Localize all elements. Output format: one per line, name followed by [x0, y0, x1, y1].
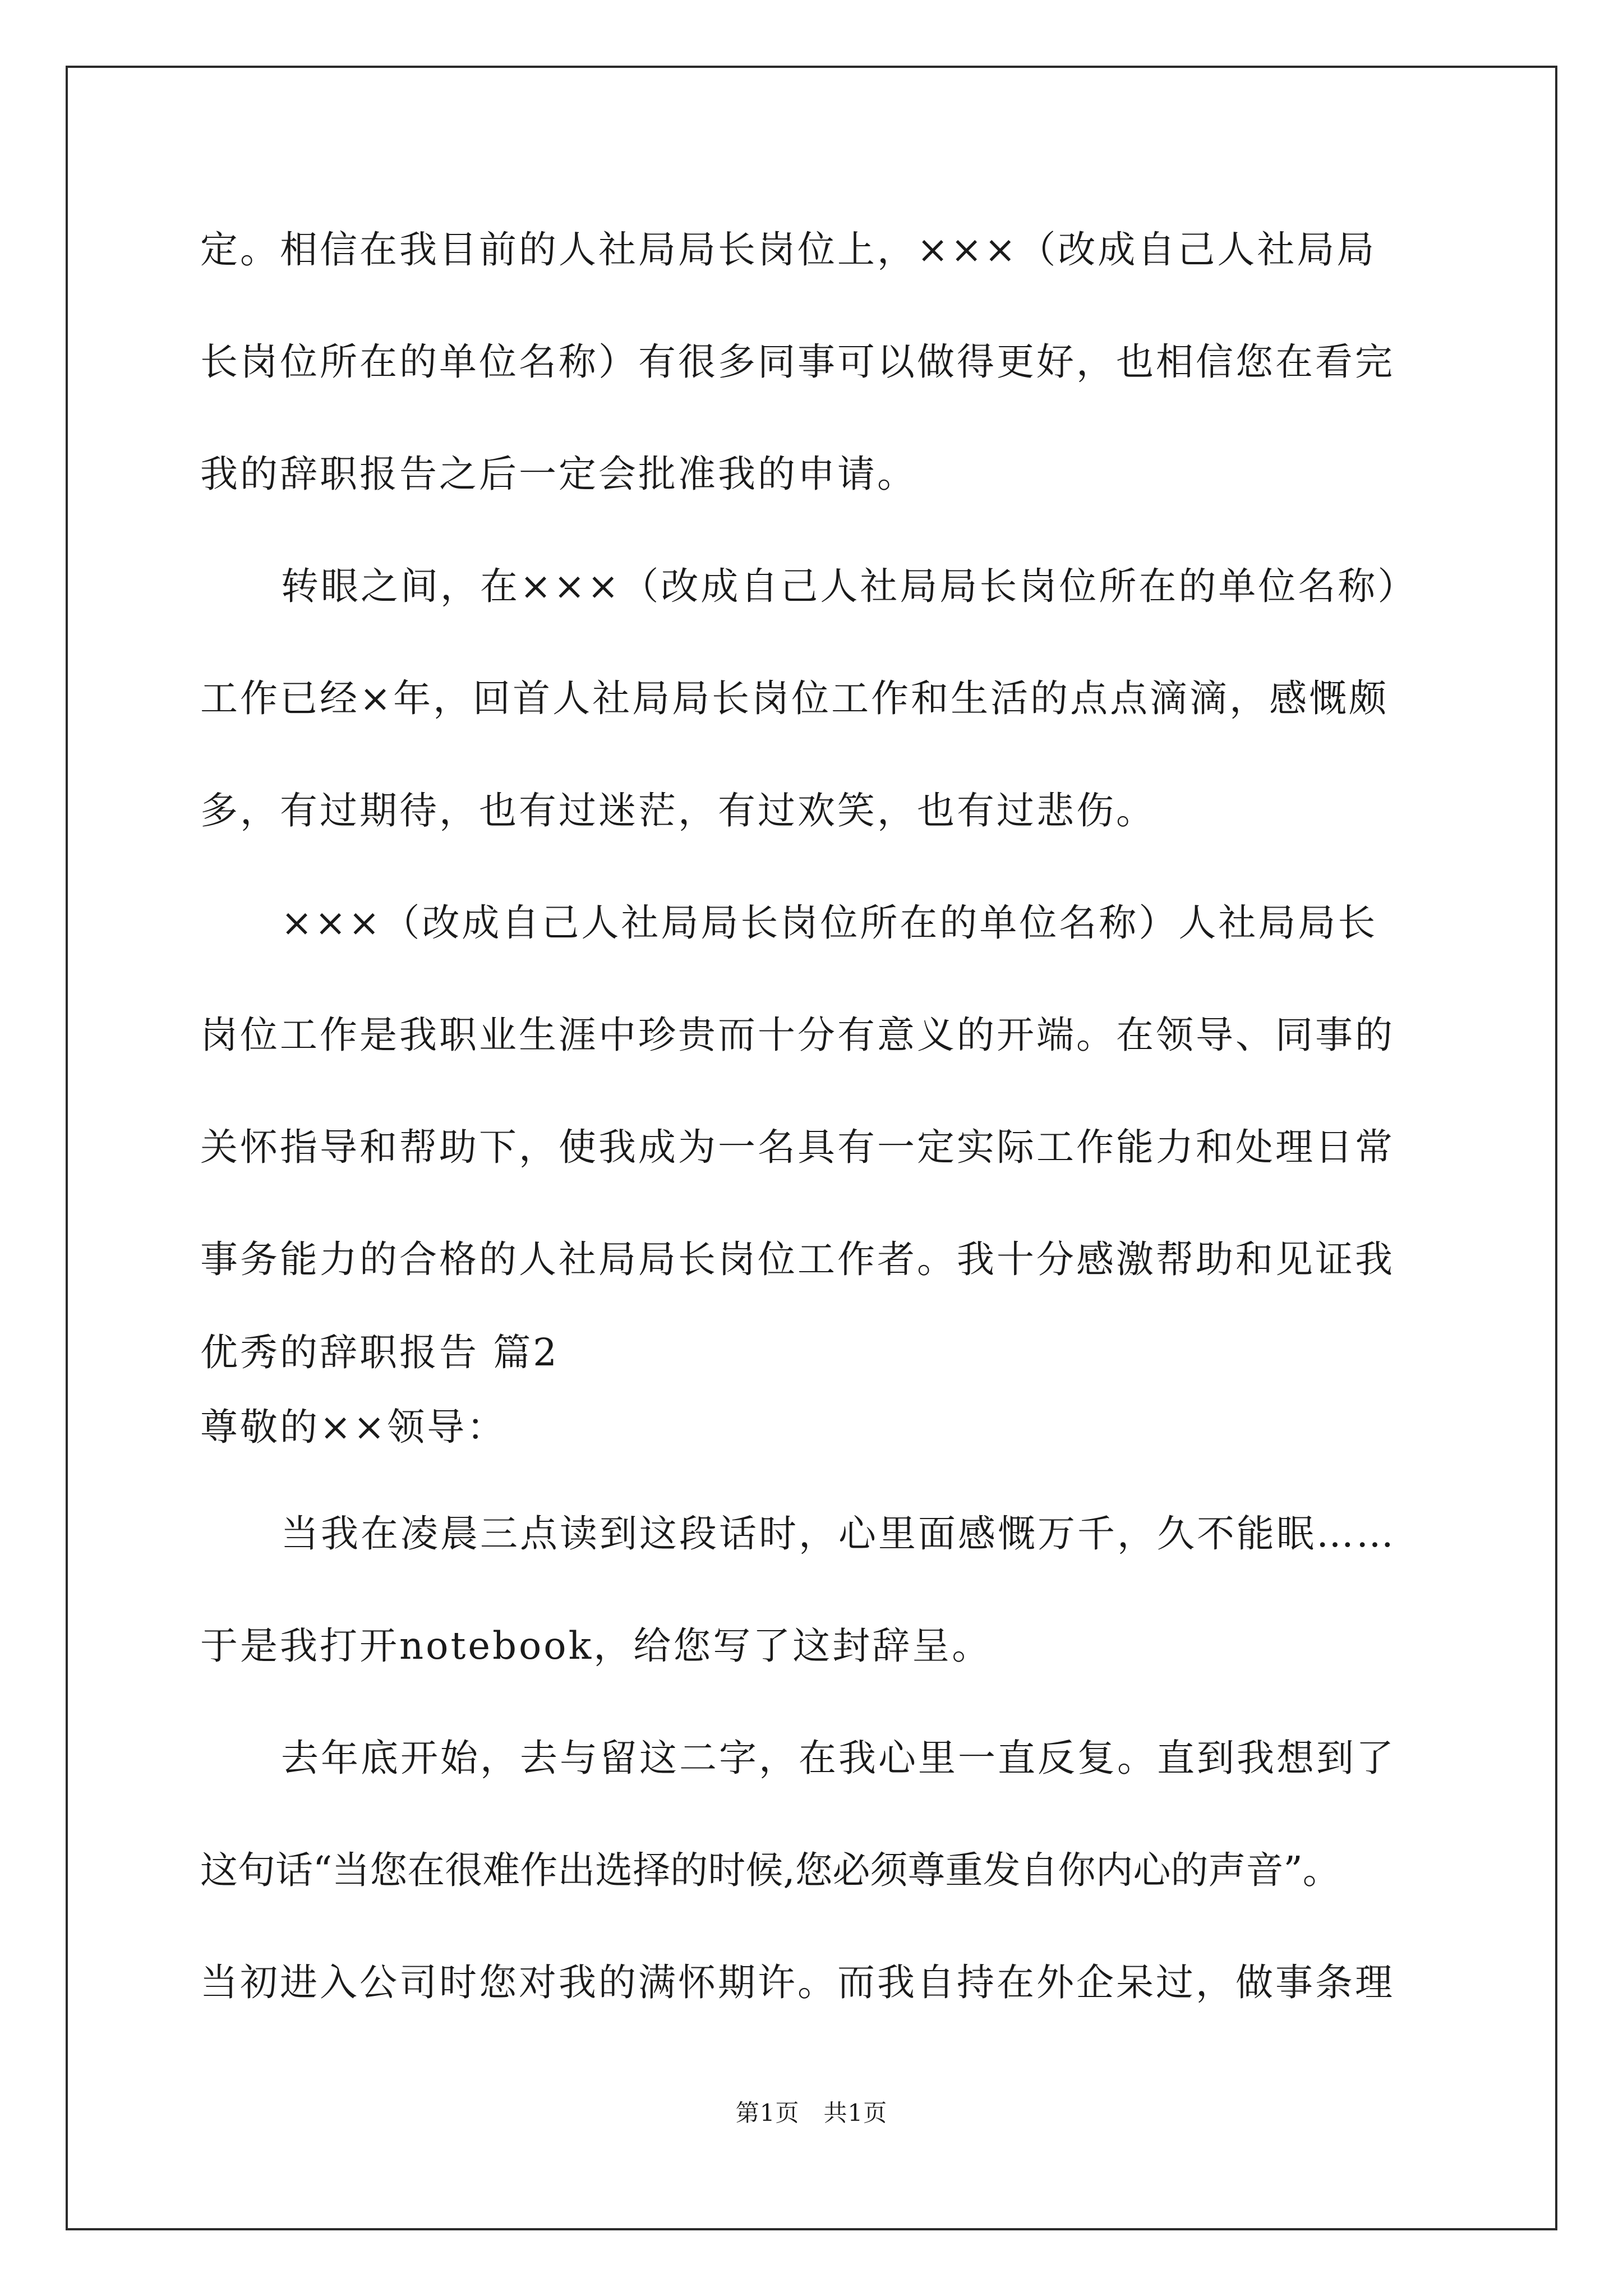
- text-line: ×××（改成自己人社局局长岗位所在的单位名称）人社局局长: [281, 901, 1378, 945]
- text-line: 于是我打开notebook，给您写了这封辞呈。: [200, 1624, 992, 1668]
- text-line: 当初进入公司时您对我的满怀期许。而我自持在外企呆过，做事条理: [200, 1961, 1395, 2004]
- page-footer: 第1页 共1页: [735, 2099, 888, 2127]
- text-line: 多，有过期待，也有过迷茫，有过欢笑，也有过悲伤。: [200, 789, 1156, 832]
- text-line: 去年底开始，去与留这二字，在我心里一直反复。直到我想到了: [281, 1736, 1396, 1780]
- text-line: 关怀指导和帮助下，使我成为一名具有一定实际工作能力和处理日常: [200, 1125, 1395, 1169]
- salutation: 尊敬的××领导：: [200, 1405, 507, 1449]
- text-line: 岗位工作是我职业生涯中珍贵而十分有意义的开端。在领导、同事的: [200, 1013, 1395, 1057]
- text-line: 这句话“当您在很难作出选择的时候,您必须尊重发自你内心的声音”。: [200, 1848, 1340, 1892]
- section-heading: 优秀的辞职报告 篇2: [200, 1331, 559, 1374]
- text-line: 工作已经×年，回首人社局局长岗位工作和生活的点点滴滴，感慨颇: [200, 677, 1389, 720]
- text-line: 定。相信在我目前的人社局局长岗位上，×××（改成自己人社局局: [200, 228, 1377, 272]
- text-line: 长岗位所在的单位名称）有很多同事可以做得更好，也相信您在看完: [200, 340, 1395, 384]
- text-line: 事务能力的合格的人社局局长岗位工作者。我十分感激帮助和见证我: [200, 1237, 1395, 1281]
- text-line: 当我在凌晨三点读到这段话时，心里面感慨万千，久不能眠……: [281, 1512, 1396, 1556]
- text-line: 我的辞职报告之后一定会批准我的申请。: [200, 452, 917, 496]
- text-line: 转眼之间，在×××（改成自己人社局局长岗位所在的单位名称）: [281, 564, 1418, 608]
